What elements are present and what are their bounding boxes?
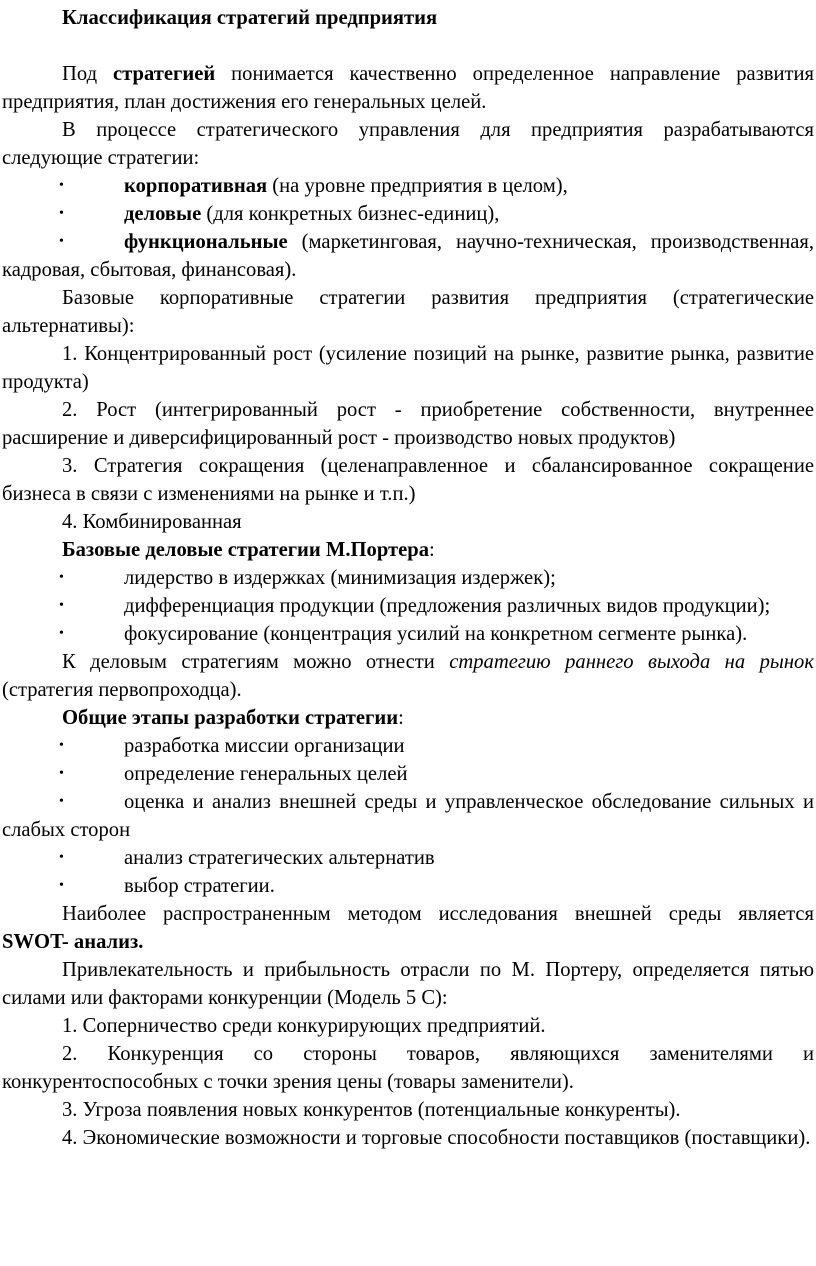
bullet-icon: • [59,206,64,221]
document-title: Классификация стратегий предприятия [62,7,438,29]
bold-heading: Базовые деловые стратегии М.Портера [62,539,430,561]
paragraph-porter-five-forces: Привлекательность и прибыльность отрасли по М. Портеру, определяется пятью силами или факторами конкуренции (Модель 5 С): [2,959,814,1009]
bullet-icon: • [59,570,64,585]
bold-term: корпоративная [124,175,268,197]
bullet-icon: • [59,794,64,809]
list-item [2,564,814,592]
list-item [2,788,814,844]
numbered-item: 4. Экономические возможности и торговые способности поставщиков (поставщики). [62,1127,811,1149]
list-item [2,872,814,900]
list-item-text: выбор стратегии. [124,875,275,897]
list-item [2,844,814,872]
bullet-icon: • [59,766,64,781]
bullet-icon: • [59,850,64,865]
list-item-text: фокусирование (концентрация усилий на конкретном сегменте рынка). [124,623,748,645]
paragraph-corporate-strategies-intro: Базовые корпоративные стратегии развития предприятия (стратегические альтернативы): [2,287,814,337]
bold-heading: Общие этапы разработки стратегии [62,707,399,729]
paragraph-strategy-definition [2,60,814,116]
list-item [2,760,814,788]
list-item-text: анализ стратегических альтернатив [124,847,435,869]
paragraph-strategy-types-intro: В процессе стратегического управления для предприятия разрабатываются следующие стратегии: [2,119,814,169]
blank-line [2,32,814,60]
list-item-text: лидерство в издержках (минимизация издержек); [124,567,556,589]
numbered-item: 1. Соперничество среди конкурирующих предприятий. [62,1015,546,1037]
heading-porter-strategies [2,536,814,564]
list-item-text: определение генеральных целей [124,763,408,785]
list-item-business [2,200,814,228]
list-item-functional [2,228,814,284]
text-run: : [429,539,435,561]
text-run: (маркетинговая, научно-техническая, производственная, кадровая, сбытовая, финансовая). [2,231,814,281]
text-run: (на уровне предприятия в целом), [267,175,568,197]
list-item [2,592,814,620]
list-item-text: разработка миссии организации [124,735,405,757]
heading-development-stages [2,704,814,732]
numbered-item: 4. Комбинированная [62,511,242,533]
numbered-item: 3. Стратегия сокращения (целенаправленное и сбалансированное сокращение бизнеса в связи с изменениями на рынке и т.п.) [2,455,814,505]
text-run: (для конкретных бизнес-единиц), [201,203,500,225]
text-run: К деловым стратегиям можно отнести [62,651,450,673]
bullet-icon: • [59,738,64,753]
bold-term: деловые [124,203,202,225]
text-run: Под [62,63,113,85]
numbered-item: 2. Конкуренция со стороны товаров, являющихся заменителями и конкурентоспособных с точки зрения цены (товары заменители). [2,1043,814,1093]
list-item [2,732,814,760]
bullet-icon: • [59,878,64,893]
paragraph-swot [2,900,814,956]
paragraph-early-entry [2,648,814,704]
list-item [2,620,814,648]
bold-term-strategy: стратегией [113,63,216,85]
italic-term: стратегию раннего выхода на рынок [449,651,814,673]
text-run: (стратегия первопроходца). [2,679,242,701]
bullet-icon: • [59,234,64,249]
text-run: Наиболее распространенным методом исследования внешней среды является [62,903,814,925]
bullet-icon: • [59,598,64,613]
list-item-text: дифференциация продукции (предложения различных видов продукции); [124,595,771,617]
bold-term: функциональные [124,231,288,253]
bullet-icon: • [59,178,64,193]
bold-term-swot: SWOT- анализ. [2,931,144,953]
numbered-item: 1. Концентрированный рост (усиление позиций на рынке, развитие рынка, развитие продукта) [2,343,814,393]
text-run: : [398,707,404,729]
list-item-corporate [2,172,814,200]
text-run: понимается качественно определенное направление развития предприятия, план достижения его генеральных целей. [2,63,815,113]
list-item-text: оценка и анализ внешней среды и управленческое обследование сильных и слабых сторон [2,791,814,841]
document [2,0,814,1152]
numbered-item: 3. Угроза появления новых конкурентов (потенциальные конкуренты). [62,1099,681,1121]
bullet-icon: • [59,626,64,641]
numbered-item: 2. Рост (интегрированный рост - приобретение собственности, внутреннее расширение и диверсифицированный рост - производство новых продуктов) [2,399,814,449]
